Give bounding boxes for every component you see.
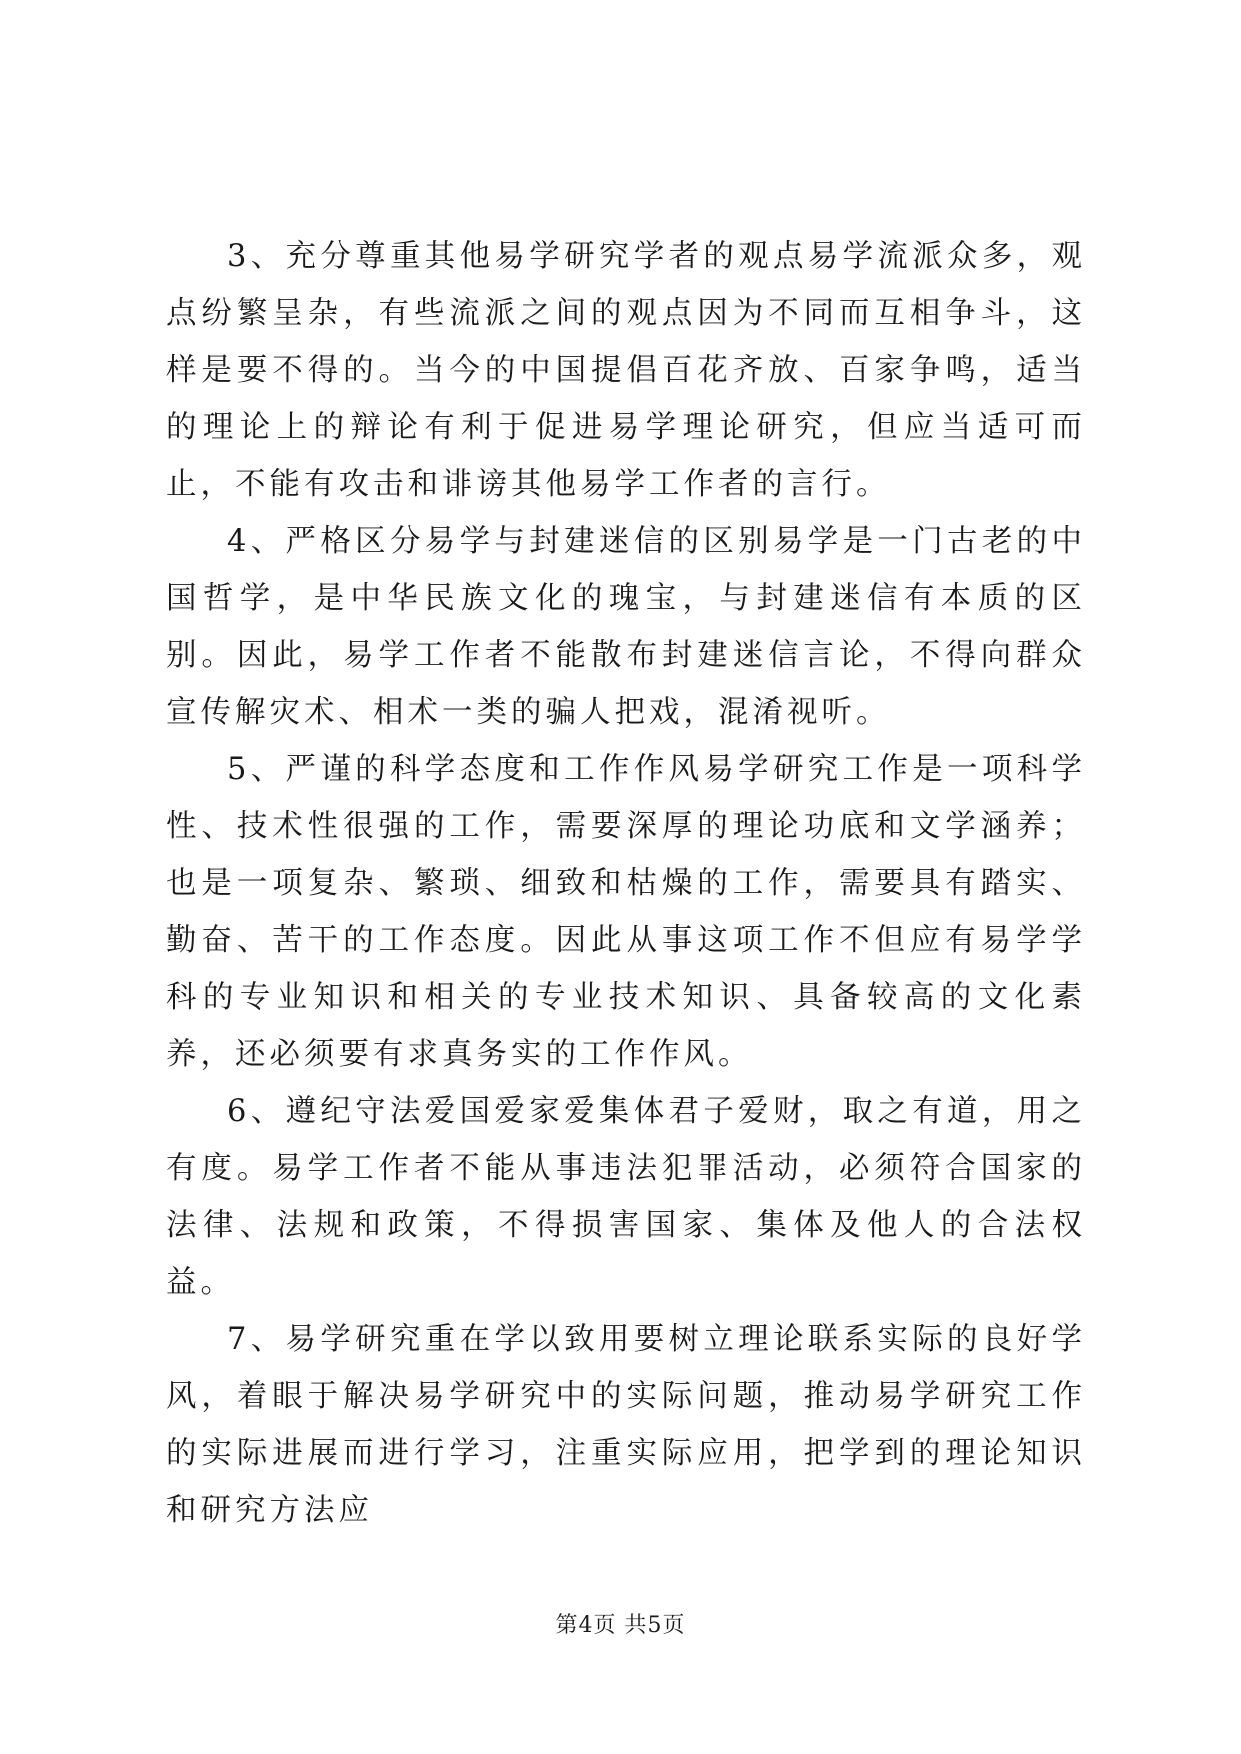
paragraph-7: 7、易学研究重在学以致用要树立理论联系实际的良好学风，着眼于解决易学研究中的实际问题，推动易学研究工作的实际进展而进行学习，注重实际应用，把学到的理论知识和研究方法应: [166, 1322, 1086, 1528]
paragraph-4: 4、严格区分易学与封建迷信的区别易学是一门古老的中国哲学，是中华民族文化的瑰宝，与封建迷信有本质的区别。因此，易学工作者不能散布封建迷信言论，不得向群众宣传解灾术、相术一类的骗人把戏，混淆视听。: [166, 524, 1086, 730]
paragraph-3: 3、充分尊重其他易学研究学者的观点易学流派众多，观点纷繁呈杂，有些流派之间的观点因为不同而互相争斗，这样是要不得的。当今的中国提倡百花齐放、百家争鸣，适当的理论上的辩论有利于促进易学理论研究，但应当适可而止，不能有攻击和诽谤其他易学工作者的言行。: [166, 239, 1086, 502]
document-body: [166, 228, 1086, 1539]
paragraph-5: 5、严谨的科学态度和工作作风易学研究工作是一项科学性、技术性很强的工作，需要深厚的理论功底和文学涵养；也是一项复杂、繁琐、细致和枯燥的工作，需要具有踏实、勤奋、苦干的工作态度。因此从事这项工作不但应有易学学科的专业知识和相关的专业技术知识、具备较高的文化素养，还必须要有求真务实的工作作风。: [166, 752, 1086, 1072]
paragraph-6: 6、遵纪守法爱国爱家爱集体君子爱财，取之有道，用之有度。易学工作者不能从事违法犯罪活动，必须符合国家的法律、法规和政策，不得损害国家、集体及他人的合法权益。: [166, 1094, 1086, 1300]
page-number-footer: 第4页 共5页: [555, 1613, 686, 1638]
